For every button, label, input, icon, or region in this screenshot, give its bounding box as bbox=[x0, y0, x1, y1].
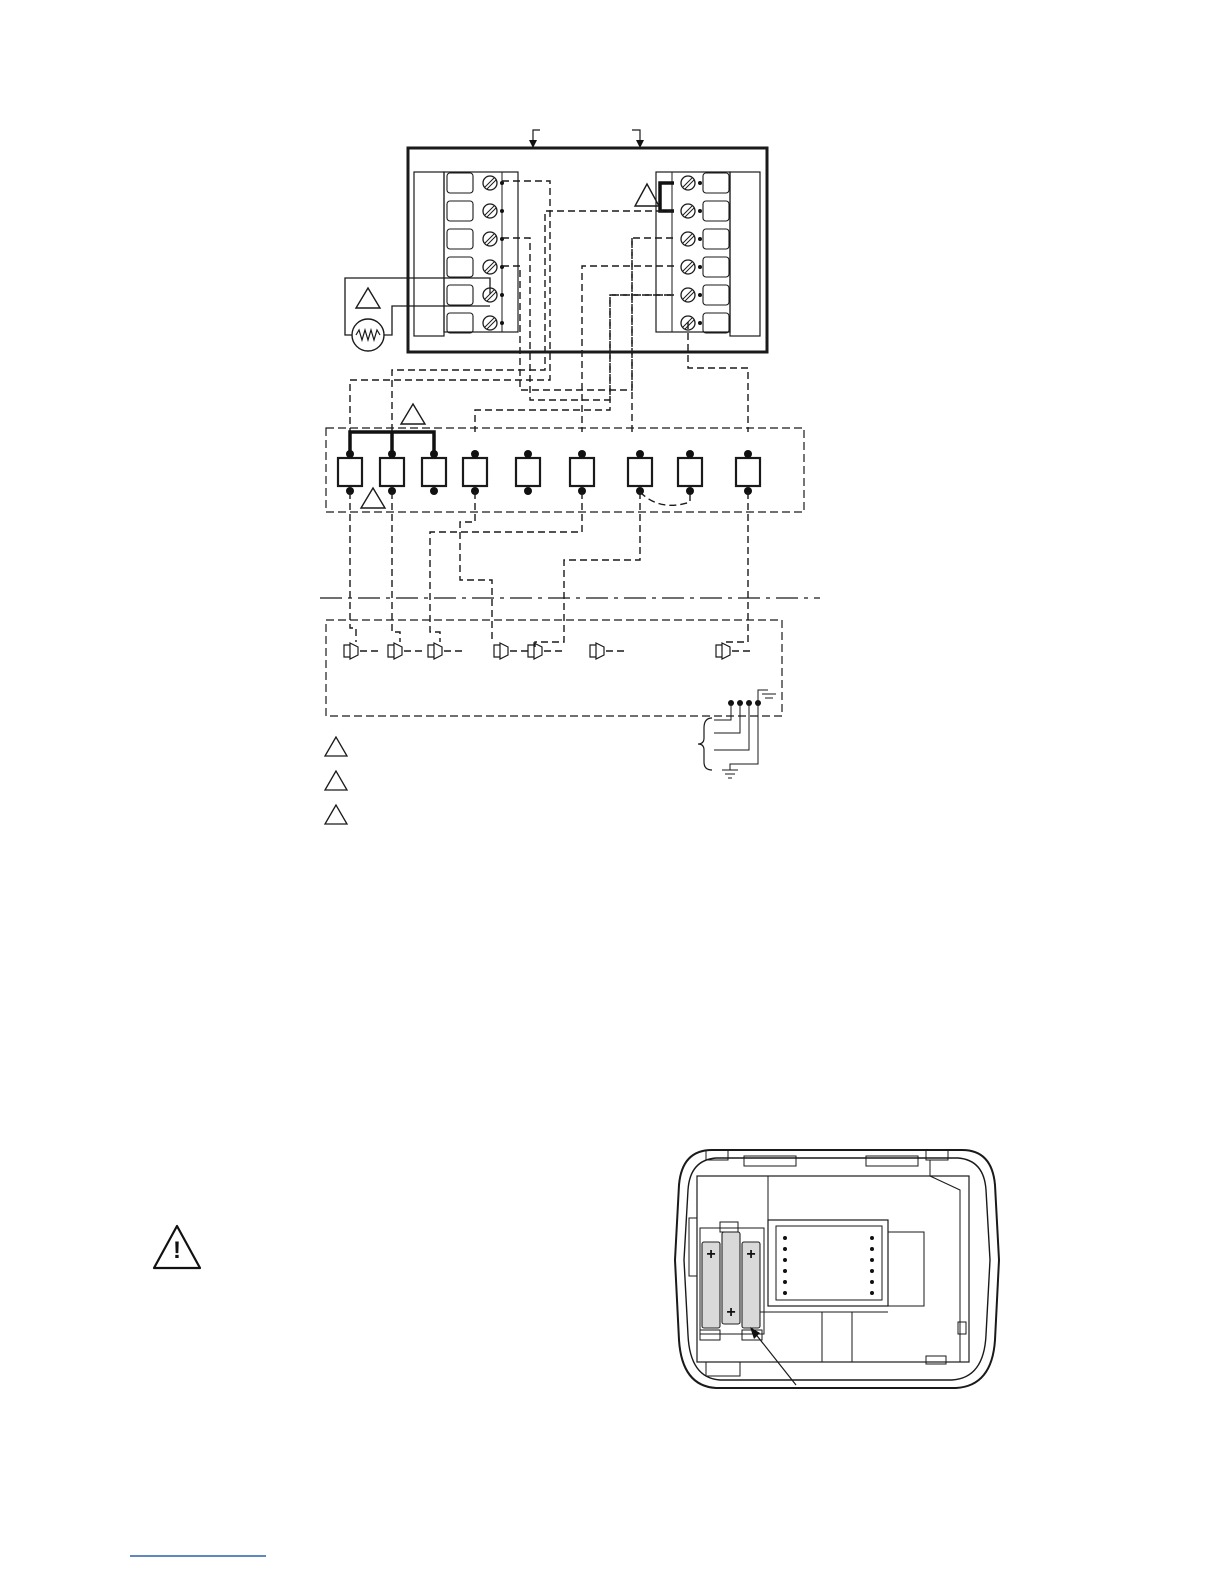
thermostat-battery-figure bbox=[675, 1150, 999, 1388]
power-input bbox=[698, 690, 776, 778]
relay-4 bbox=[463, 450, 487, 495]
left-terminal-1 bbox=[447, 173, 504, 193]
terminal-dot bbox=[870, 1236, 874, 1240]
relay-2 bbox=[380, 450, 404, 495]
terminal-dot bbox=[783, 1280, 787, 1284]
terminal-dot bbox=[783, 1269, 787, 1273]
connector-1 bbox=[344, 643, 382, 659]
relay-5 bbox=[516, 450, 540, 495]
left-terminal-3 bbox=[447, 229, 504, 249]
thermostat-base-outline bbox=[408, 148, 767, 352]
relay-1 bbox=[338, 450, 362, 495]
left-terminal-2 bbox=[447, 201, 504, 221]
terminal-dot bbox=[870, 1258, 874, 1262]
left-terminal-block bbox=[414, 172, 518, 336]
left-terminal-4 bbox=[447, 257, 504, 277]
callout-triangle-4 bbox=[361, 488, 385, 508]
terminal-dot bbox=[783, 1236, 787, 1240]
terminal-dot bbox=[783, 1291, 787, 1295]
terminal-dot bbox=[783, 1258, 787, 1262]
relay-3 bbox=[422, 450, 446, 495]
legend-triangle-1 bbox=[325, 737, 347, 756]
connector-2 bbox=[388, 643, 426, 659]
legend-triangle-3 bbox=[325, 805, 347, 824]
right-terminal-block bbox=[656, 172, 760, 336]
legend-triangle-2 bbox=[325, 771, 347, 790]
relay-6 bbox=[570, 450, 594, 495]
right-terminal-4 bbox=[681, 257, 729, 277]
relay-jumper bbox=[640, 492, 690, 505]
warning-exclamation: ! bbox=[173, 1237, 181, 1264]
connector-panel-outline bbox=[326, 620, 782, 716]
relay-9 bbox=[736, 450, 760, 495]
terminal-dots bbox=[783, 1236, 874, 1295]
terminal-dot bbox=[870, 1269, 874, 1273]
right-terminal-2 bbox=[681, 201, 729, 221]
battery-plus-mark: + bbox=[746, 1246, 756, 1263]
relay-panel-outline bbox=[326, 428, 804, 512]
right-terminal-5 bbox=[681, 285, 729, 305]
legend bbox=[325, 737, 347, 824]
terminal-dot bbox=[870, 1280, 874, 1284]
relay-to-connector-wiring bbox=[350, 492, 748, 648]
relay-8 bbox=[678, 450, 702, 495]
top-arrows bbox=[529, 130, 644, 148]
terminal-dot bbox=[870, 1291, 874, 1295]
battery-plus-mark: + bbox=[726, 1304, 736, 1321]
left-terminal-6 bbox=[447, 313, 504, 333]
relay-7 bbox=[628, 450, 652, 495]
connector-6 bbox=[590, 643, 628, 659]
connector-7 bbox=[716, 643, 754, 659]
battery-plus-mark: + bbox=[706, 1246, 716, 1263]
left-terminal-5 bbox=[447, 285, 504, 305]
right-terminal-1 bbox=[681, 173, 729, 193]
callout-triangle-2 bbox=[356, 288, 380, 308]
terminal-dot bbox=[870, 1247, 874, 1251]
terminal-dot bbox=[783, 1247, 787, 1251]
connector-3 bbox=[428, 643, 466, 659]
connector-4 bbox=[494, 643, 532, 659]
callout-triangle-3 bbox=[401, 404, 425, 424]
connector-5 bbox=[528, 643, 566, 659]
right-terminal-3 bbox=[681, 229, 729, 249]
